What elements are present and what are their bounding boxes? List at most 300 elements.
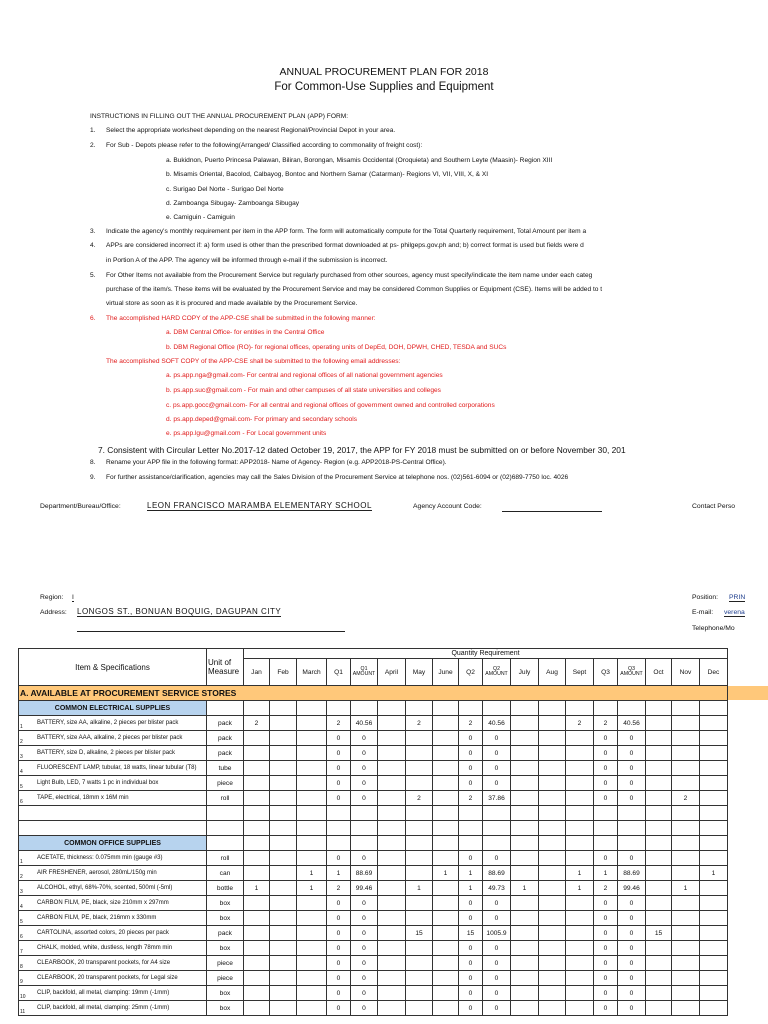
quantity-cell[interactable] — [433, 926, 459, 941]
quantity-cell[interactable]: 0 — [327, 986, 351, 1001]
quantity-cell[interactable] — [244, 971, 270, 986]
quantity-cell[interactable]: 1 — [700, 866, 728, 881]
quantity-cell[interactable] — [297, 971, 327, 986]
quantity-cell[interactable]: 2 — [672, 791, 700, 806]
quantity-cell[interactable] — [244, 926, 270, 941]
quantity-cell[interactable]: 99.46 — [351, 881, 378, 896]
quantity-cell[interactable] — [406, 866, 433, 881]
quantity-cell[interactable] — [406, 971, 433, 986]
quantity-cell[interactable]: 1 — [459, 881, 483, 896]
quantity-cell[interactable] — [433, 776, 459, 791]
quantity-cell[interactable]: 0 — [351, 971, 378, 986]
quantity-cell[interactable] — [406, 896, 433, 911]
address-value[interactable]: LONGOS ST., BONUAN BOQUIG, DAGUPAN CITY — [77, 607, 282, 616]
quantity-cell[interactable]: 0 — [351, 746, 378, 761]
quantity-cell[interactable] — [511, 956, 539, 971]
quantity-cell[interactable]: 0 — [483, 761, 511, 776]
quantity-cell[interactable] — [566, 986, 594, 1001]
quantity-cell[interactable]: 0 — [351, 926, 378, 941]
quantity-cell[interactable]: 1 — [566, 881, 594, 896]
quantity-cell[interactable] — [378, 956, 406, 971]
quantity-cell[interactable] — [700, 971, 728, 986]
quantity-cell[interactable] — [244, 731, 270, 746]
quantity-cell[interactable] — [646, 791, 672, 806]
quantity-cell[interactable] — [566, 776, 594, 791]
quantity-cell[interactable]: 99.46 — [618, 881, 646, 896]
quantity-cell[interactable] — [378, 971, 406, 986]
quantity-cell[interactable]: 0 — [327, 851, 351, 866]
quantity-cell[interactable] — [700, 776, 728, 791]
quantity-cell[interactable]: 15 — [406, 926, 433, 941]
quantity-cell[interactable] — [672, 776, 700, 791]
quantity-cell[interactable] — [566, 941, 594, 956]
quantity-cell[interactable] — [244, 941, 270, 956]
quantity-cell[interactable] — [244, 761, 270, 776]
quantity-cell[interactable]: 1005.9 — [483, 926, 511, 941]
quantity-cell[interactable]: 0 — [459, 851, 483, 866]
quantity-cell[interactable] — [700, 881, 728, 896]
quantity-cell[interactable] — [646, 761, 672, 776]
quantity-cell[interactable] — [297, 986, 327, 1001]
quantity-cell[interactable]: 0 — [327, 1001, 351, 1016]
quantity-cell[interactable] — [566, 956, 594, 971]
quantity-cell[interactable] — [672, 851, 700, 866]
quantity-cell[interactable] — [406, 941, 433, 956]
quantity-cell[interactable]: 40.56 — [351, 716, 378, 731]
quantity-cell[interactable]: 0 — [594, 1001, 618, 1016]
quantity-cell[interactable] — [700, 761, 728, 776]
quantity-cell[interactable]: 0 — [327, 956, 351, 971]
quantity-cell[interactable] — [539, 761, 566, 776]
quantity-cell[interactable] — [297, 776, 327, 791]
quantity-cell[interactable] — [539, 746, 566, 761]
quantity-cell[interactable] — [672, 746, 700, 761]
quantity-cell[interactable] — [297, 791, 327, 806]
quantity-cell[interactable] — [700, 716, 728, 731]
quantity-cell[interactable] — [378, 986, 406, 1001]
quantity-cell[interactable] — [406, 776, 433, 791]
quantity-cell[interactable] — [511, 716, 539, 731]
quantity-cell[interactable] — [539, 731, 566, 746]
quantity-cell[interactable] — [433, 1001, 459, 1016]
quantity-cell[interactable]: 0 — [351, 731, 378, 746]
quantity-cell[interactable]: 1 — [672, 881, 700, 896]
quantity-cell[interactable] — [433, 761, 459, 776]
quantity-cell[interactable]: 0 — [618, 761, 646, 776]
quantity-cell[interactable] — [378, 761, 406, 776]
quantity-cell[interactable] — [646, 986, 672, 1001]
quantity-cell[interactable]: 0 — [618, 1001, 646, 1016]
quantity-cell[interactable] — [406, 746, 433, 761]
quantity-cell[interactable]: 0 — [618, 986, 646, 1001]
quantity-cell[interactable] — [244, 986, 270, 1001]
quantity-cell[interactable] — [511, 926, 539, 941]
quantity-cell[interactable] — [672, 956, 700, 971]
quantity-cell[interactable]: 15 — [646, 926, 672, 941]
quantity-cell[interactable] — [270, 881, 297, 896]
quantity-cell[interactable] — [406, 986, 433, 1001]
quantity-cell[interactable]: 0 — [327, 791, 351, 806]
quantity-cell[interactable]: 0 — [483, 911, 511, 926]
position-value[interactable]: PRIN — [729, 594, 746, 601]
quantity-cell[interactable] — [378, 926, 406, 941]
quantity-cell[interactable] — [539, 866, 566, 881]
quantity-cell[interactable]: 49.73 — [483, 881, 511, 896]
quantity-cell[interactable]: 0 — [594, 941, 618, 956]
quantity-cell[interactable] — [297, 1001, 327, 1016]
quantity-cell[interactable]: 0 — [459, 896, 483, 911]
quantity-cell[interactable] — [646, 1001, 672, 1016]
quantity-cell[interactable] — [646, 971, 672, 986]
quantity-cell[interactable] — [672, 971, 700, 986]
quantity-cell[interactable] — [244, 896, 270, 911]
quantity-cell[interactable]: 0 — [459, 941, 483, 956]
quantity-cell[interactable]: 0 — [459, 746, 483, 761]
quantity-cell[interactable]: 0 — [327, 896, 351, 911]
quantity-cell[interactable]: 2 — [406, 791, 433, 806]
quantity-cell[interactable] — [270, 926, 297, 941]
quantity-cell[interactable] — [672, 896, 700, 911]
quantity-cell[interactable] — [700, 896, 728, 911]
quantity-cell[interactable] — [378, 941, 406, 956]
quantity-cell[interactable]: 1 — [566, 866, 594, 881]
quantity-cell[interactable] — [433, 791, 459, 806]
quantity-cell[interactable] — [297, 941, 327, 956]
quantity-cell[interactable] — [433, 896, 459, 911]
quantity-cell[interactable]: 0 — [594, 986, 618, 1001]
account-code-field[interactable] — [502, 502, 602, 512]
quantity-cell[interactable] — [297, 851, 327, 866]
quantity-cell[interactable] — [566, 791, 594, 806]
address-line-2[interactable] — [77, 622, 345, 632]
quantity-cell[interactable] — [511, 791, 539, 806]
quantity-cell[interactable]: 0 — [594, 851, 618, 866]
quantity-cell[interactable] — [378, 911, 406, 926]
quantity-cell[interactable] — [433, 881, 459, 896]
quantity-cell[interactable]: 0 — [618, 926, 646, 941]
quantity-cell[interactable]: 37.86 — [483, 791, 511, 806]
quantity-cell[interactable]: 2 — [459, 791, 483, 806]
quantity-cell[interactable]: 0 — [618, 776, 646, 791]
quantity-cell[interactable]: 0 — [459, 986, 483, 1001]
quantity-cell[interactable] — [566, 1001, 594, 1016]
quantity-cell[interactable]: 0 — [459, 761, 483, 776]
quantity-cell[interactable]: 1 — [327, 866, 351, 881]
quantity-cell[interactable] — [406, 761, 433, 776]
quantity-cell[interactable]: 0 — [483, 971, 511, 986]
quantity-cell[interactable] — [672, 761, 700, 776]
quantity-cell[interactable]: 0 — [459, 971, 483, 986]
quantity-cell[interactable] — [406, 911, 433, 926]
quantity-cell[interactable] — [270, 761, 297, 776]
quantity-cell[interactable]: 0 — [327, 926, 351, 941]
quantity-cell[interactable] — [672, 716, 700, 731]
quantity-cell[interactable]: 1 — [297, 866, 327, 881]
quantity-cell[interactable]: 0 — [594, 896, 618, 911]
quantity-cell[interactable] — [378, 1001, 406, 1016]
quantity-cell[interactable] — [700, 926, 728, 941]
quantity-cell[interactable] — [511, 896, 539, 911]
quantity-cell[interactable] — [244, 851, 270, 866]
quantity-cell[interactable]: 2 — [406, 716, 433, 731]
quantity-cell[interactable] — [539, 971, 566, 986]
quantity-cell[interactable] — [406, 1001, 433, 1016]
quantity-cell[interactable] — [270, 956, 297, 971]
quantity-cell[interactable]: 0 — [351, 851, 378, 866]
quantity-cell[interactable]: 0 — [618, 746, 646, 761]
quantity-cell[interactable]: 2 — [594, 716, 618, 731]
quantity-cell[interactable]: 0 — [618, 731, 646, 746]
quantity-cell[interactable]: 0 — [351, 1001, 378, 1016]
quantity-cell[interactable] — [511, 986, 539, 1001]
quantity-cell[interactable] — [378, 731, 406, 746]
quantity-cell[interactable] — [378, 746, 406, 761]
quantity-cell[interactable] — [270, 911, 297, 926]
quantity-cell[interactable] — [297, 731, 327, 746]
quantity-cell[interactable] — [270, 791, 297, 806]
quantity-cell[interactable] — [672, 941, 700, 956]
quantity-cell[interactable] — [700, 851, 728, 866]
quantity-cell[interactable]: 0 — [618, 851, 646, 866]
region-value[interactable]: I — [72, 594, 74, 601]
quantity-cell[interactable]: 0 — [351, 791, 378, 806]
quantity-cell[interactable] — [700, 1001, 728, 1016]
quantity-cell[interactable]: 0 — [594, 731, 618, 746]
quantity-cell[interactable] — [511, 746, 539, 761]
quantity-cell[interactable] — [270, 746, 297, 761]
quantity-cell[interactable] — [270, 896, 297, 911]
quantity-cell[interactable] — [646, 881, 672, 896]
quantity-cell[interactable] — [646, 956, 672, 971]
quantity-cell[interactable]: 0 — [327, 971, 351, 986]
quantity-cell[interactable]: 2 — [327, 881, 351, 896]
quantity-cell[interactable] — [700, 986, 728, 1001]
quantity-cell[interactable] — [433, 716, 459, 731]
quantity-cell[interactable]: 0 — [594, 776, 618, 791]
quantity-cell[interactable] — [270, 941, 297, 956]
quantity-cell[interactable]: 2 — [459, 716, 483, 731]
quantity-cell[interactable]: 0 — [483, 941, 511, 956]
quantity-cell[interactable] — [244, 1001, 270, 1016]
quantity-cell[interactable]: 0 — [618, 971, 646, 986]
quantity-cell[interactable] — [433, 731, 459, 746]
quantity-cell[interactable] — [646, 716, 672, 731]
quantity-cell[interactable]: 88.69 — [618, 866, 646, 881]
quantity-cell[interactable]: 0 — [594, 791, 618, 806]
quantity-cell[interactable] — [700, 731, 728, 746]
quantity-cell[interactable]: 40.56 — [618, 716, 646, 731]
quantity-cell[interactable] — [566, 971, 594, 986]
quantity-cell[interactable]: 1 — [297, 881, 327, 896]
quantity-cell[interactable]: 88.69 — [483, 866, 511, 881]
quantity-cell[interactable] — [566, 896, 594, 911]
quantity-cell[interactable] — [672, 926, 700, 941]
quantity-cell[interactable]: 88.69 — [351, 866, 378, 881]
quantity-cell[interactable] — [539, 941, 566, 956]
quantity-cell[interactable] — [270, 776, 297, 791]
department-value[interactable]: LEON FRANCISCO MARAMBA ELEMENTARY SCHOOL — [147, 501, 372, 510]
quantity-cell[interactable] — [672, 1001, 700, 1016]
quantity-cell[interactable] — [700, 791, 728, 806]
quantity-cell[interactable] — [672, 866, 700, 881]
quantity-cell[interactable]: 0 — [459, 1001, 483, 1016]
quantity-cell[interactable] — [378, 881, 406, 896]
quantity-cell[interactable] — [270, 866, 297, 881]
quantity-cell[interactable] — [270, 731, 297, 746]
quantity-cell[interactable]: 0 — [327, 941, 351, 956]
quantity-cell[interactable]: 1 — [433, 866, 459, 881]
quantity-cell[interactable]: 15 — [459, 926, 483, 941]
quantity-cell[interactable]: 0 — [327, 776, 351, 791]
quantity-cell[interactable] — [539, 896, 566, 911]
quantity-cell[interactable]: 0 — [459, 776, 483, 791]
quantity-cell[interactable]: 0 — [327, 911, 351, 926]
quantity-cell[interactable]: 0 — [594, 761, 618, 776]
quantity-cell[interactable] — [539, 851, 566, 866]
quantity-cell[interactable] — [646, 896, 672, 911]
quantity-cell[interactable]: 0 — [483, 1001, 511, 1016]
quantity-cell[interactable] — [244, 956, 270, 971]
quantity-cell[interactable] — [406, 851, 433, 866]
quantity-cell[interactable] — [378, 791, 406, 806]
quantity-cell[interactable] — [646, 746, 672, 761]
quantity-cell[interactable]: 40.56 — [483, 716, 511, 731]
quantity-cell[interactable] — [297, 926, 327, 941]
quantity-cell[interactable]: 0 — [618, 791, 646, 806]
quantity-cell[interactable]: 0 — [351, 776, 378, 791]
quantity-cell[interactable] — [244, 866, 270, 881]
quantity-cell[interactable] — [539, 926, 566, 941]
quantity-cell[interactable]: 0 — [351, 986, 378, 1001]
quantity-cell[interactable] — [378, 851, 406, 866]
quantity-cell[interactable] — [297, 911, 327, 926]
quantity-cell[interactable]: 0 — [594, 911, 618, 926]
quantity-cell[interactable] — [297, 761, 327, 776]
email-value[interactable]: verena — [724, 609, 745, 616]
quantity-cell[interactable]: 1 — [511, 881, 539, 896]
quantity-cell[interactable]: 0 — [351, 896, 378, 911]
quantity-cell[interactable] — [297, 896, 327, 911]
quantity-cell[interactable] — [511, 911, 539, 926]
quantity-cell[interactable] — [270, 851, 297, 866]
quantity-cell[interactable] — [378, 896, 406, 911]
quantity-cell[interactable]: 1 — [459, 866, 483, 881]
quantity-cell[interactable]: 2 — [327, 716, 351, 731]
quantity-cell[interactable] — [433, 986, 459, 1001]
quantity-cell[interactable] — [672, 911, 700, 926]
quantity-cell[interactable]: 2 — [244, 716, 270, 731]
quantity-cell[interactable] — [511, 866, 539, 881]
quantity-cell[interactable] — [244, 746, 270, 761]
quantity-cell[interactable] — [566, 761, 594, 776]
quantity-cell[interactable]: 0 — [483, 746, 511, 761]
quantity-cell[interactable] — [672, 986, 700, 1001]
quantity-cell[interactable]: 0 — [483, 956, 511, 971]
quantity-cell[interactable]: 0 — [594, 746, 618, 761]
quantity-cell[interactable] — [646, 776, 672, 791]
quantity-cell[interactable] — [566, 731, 594, 746]
quantity-cell[interactable]: 0 — [594, 971, 618, 986]
quantity-cell[interactable] — [566, 926, 594, 941]
quantity-cell[interactable] — [297, 956, 327, 971]
quantity-cell[interactable] — [270, 716, 297, 731]
quantity-cell[interactable] — [244, 776, 270, 791]
quantity-cell[interactable] — [700, 956, 728, 971]
quantity-cell[interactable] — [378, 716, 406, 731]
quantity-cell[interactable]: 0 — [594, 956, 618, 971]
quantity-cell[interactable] — [700, 911, 728, 926]
quantity-cell[interactable]: 0 — [483, 776, 511, 791]
quantity-cell[interactable]: 1 — [594, 866, 618, 881]
quantity-cell[interactable] — [539, 791, 566, 806]
quantity-cell[interactable] — [511, 1001, 539, 1016]
quantity-cell[interactable] — [539, 956, 566, 971]
quantity-cell[interactable] — [406, 731, 433, 746]
quantity-cell[interactable] — [700, 941, 728, 956]
quantity-cell[interactable]: 0 — [351, 956, 378, 971]
quantity-cell[interactable] — [700, 746, 728, 761]
quantity-cell[interactable] — [566, 746, 594, 761]
quantity-cell[interactable] — [539, 776, 566, 791]
quantity-cell[interactable] — [270, 971, 297, 986]
quantity-cell[interactable]: 0 — [459, 956, 483, 971]
quantity-cell[interactable]: 1 — [244, 881, 270, 896]
quantity-cell[interactable]: 0 — [327, 761, 351, 776]
quantity-cell[interactable]: 0 — [483, 896, 511, 911]
quantity-cell[interactable] — [270, 1001, 297, 1016]
quantity-cell[interactable] — [566, 851, 594, 866]
quantity-cell[interactable] — [433, 941, 459, 956]
quantity-cell[interactable] — [270, 986, 297, 1001]
quantity-cell[interactable]: 2 — [594, 881, 618, 896]
quantity-cell[interactable]: 0 — [459, 911, 483, 926]
quantity-cell[interactable]: 0 — [618, 941, 646, 956]
quantity-cell[interactable] — [539, 1001, 566, 1016]
quantity-cell[interactable] — [646, 911, 672, 926]
quantity-cell[interactable] — [511, 731, 539, 746]
quantity-cell[interactable]: 0 — [618, 911, 646, 926]
quantity-cell[interactable]: 0 — [327, 746, 351, 761]
quantity-cell[interactable]: 0 — [483, 986, 511, 1001]
quantity-cell[interactable]: 0 — [483, 851, 511, 866]
quantity-cell[interactable] — [244, 911, 270, 926]
quantity-cell[interactable] — [244, 791, 270, 806]
quantity-cell[interactable]: 2 — [566, 716, 594, 731]
quantity-cell[interactable]: 0 — [351, 911, 378, 926]
quantity-cell[interactable] — [378, 776, 406, 791]
quantity-cell[interactable]: 0 — [327, 731, 351, 746]
quantity-cell[interactable] — [511, 971, 539, 986]
quantity-cell[interactable]: 0 — [618, 896, 646, 911]
quantity-cell[interactable] — [433, 851, 459, 866]
quantity-cell[interactable] — [406, 956, 433, 971]
quantity-cell[interactable] — [433, 956, 459, 971]
quantity-cell[interactable] — [511, 761, 539, 776]
quantity-cell[interactable] — [433, 746, 459, 761]
quantity-cell[interactable]: 0 — [351, 941, 378, 956]
quantity-cell[interactable] — [433, 971, 459, 986]
quantity-cell[interactable]: 1 — [406, 881, 433, 896]
quantity-cell[interactable] — [539, 716, 566, 731]
quantity-cell[interactable] — [297, 746, 327, 761]
quantity-cell[interactable] — [672, 731, 700, 746]
quantity-cell[interactable] — [297, 716, 327, 731]
quantity-cell[interactable] — [539, 911, 566, 926]
quantity-cell[interactable] — [433, 911, 459, 926]
quantity-cell[interactable]: 0 — [483, 731, 511, 746]
quantity-cell[interactable]: 0 — [351, 761, 378, 776]
quantity-cell[interactable]: 0 — [618, 956, 646, 971]
